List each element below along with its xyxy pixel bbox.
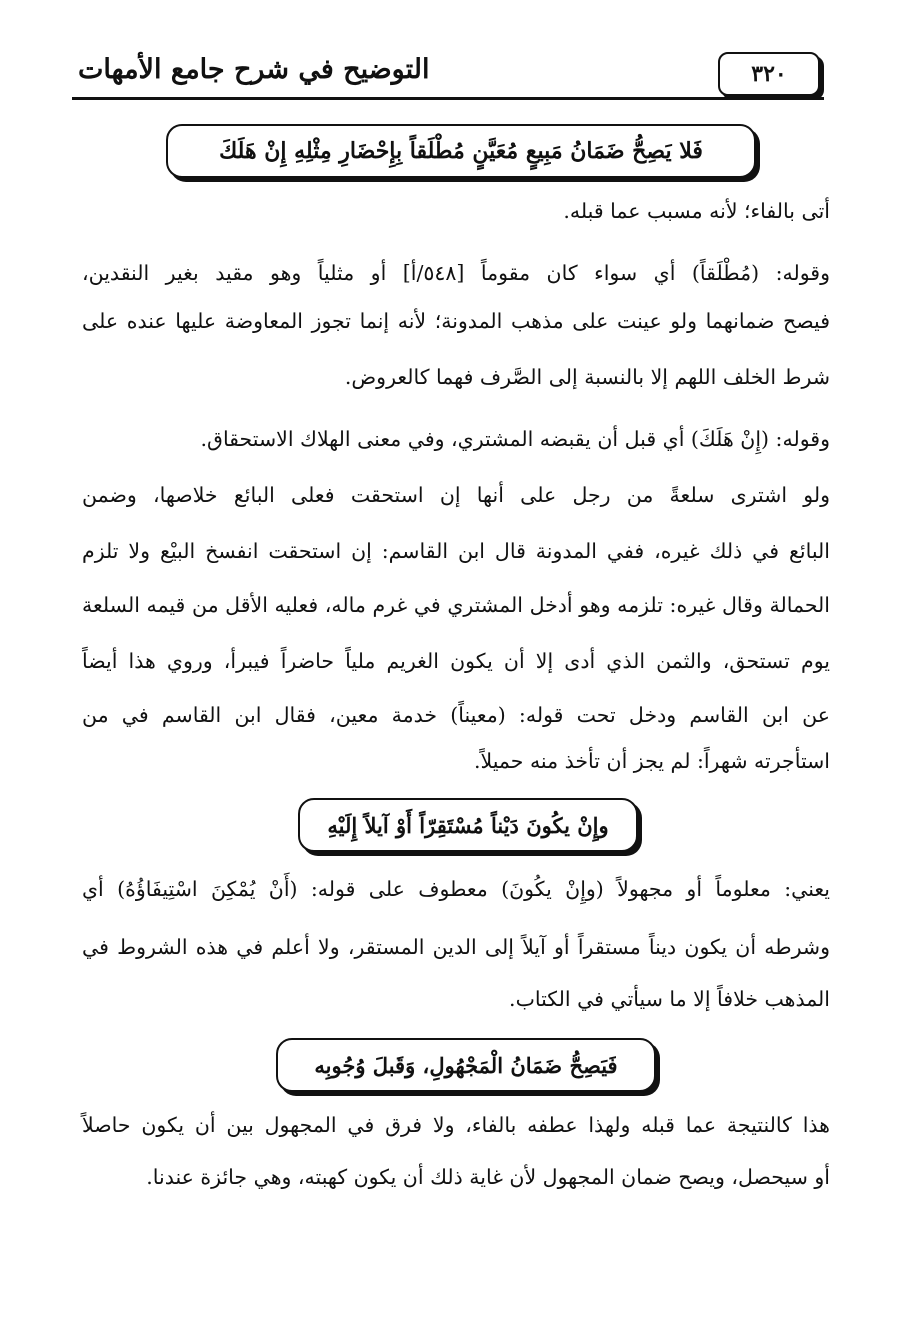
text-line: أو سيحصل، ويصح ضمان المجهول لأن غاية ذلك أن يكون كهبته، وهي جائزة عندنا. xyxy=(146,1165,830,1189)
text-line: فيصح ضمانهما ولو عينت على مذهب المدونة؛ لأنه إنما تجوز المعاوضة عليها عنده على xyxy=(82,309,830,333)
matn-heading-2: وإِنْ يكُونَ دَيْناً مُسْتَقِرّاً أَوْ آيلاً إِلَيْهِ xyxy=(298,798,638,852)
matn-heading-1: فَلا يَصِحُّ ضَمَانُ مَبِيعٍ مُعَيَّنٍ مُطْلَقاً بِإِحْضَارِ مِثْلِهِ إِنْ هَلَكَ xyxy=(166,124,756,178)
header-rule xyxy=(72,97,824,100)
text-line: شرط الخلف اللهم إلا بالنسبة إلى الصَّرف فهما كالعروض. xyxy=(344,365,830,389)
text-line: يعني: معلوماً أو مجهولاً (وإِنْ يكُونَ) معطوف على قوله: (أَنْ يُمْكِنَ اسْتِيفَاؤُهُ) أي xyxy=(82,877,830,901)
text-line: أتى بالفاء؛ لأنه مسبب عما قبله. xyxy=(563,199,830,223)
text-line: ولو اشترى سلعةً من رجل على أنها إن استحقت فعلى البائع خلاصها، وضمن xyxy=(82,483,830,507)
page-number: ٣٢٠ xyxy=(718,52,820,96)
text-line: وشرطه أن يكون ديناً مستقراً أو آيلاً إلى الدين المستقر، ولا أعلم في هذه الشروط في xyxy=(82,935,830,959)
text-line: هذا كالنتيجة عما قبله ولهذا عطفه بالفاء، ولا فرق في المجهول بين أن يكون حاصلاً xyxy=(82,1113,830,1137)
text-line: استأجرته شهراً: لم يجز أن تأخذ منه حميلاً. xyxy=(473,749,830,773)
matn-heading-3: فَيَصِحُّ ضَمَانُ الْمَجْهُولِ، وَقَبلَ وُجُوبِه xyxy=(276,1038,656,1092)
text-line: وقوله: (مُطْلَقاً) أي سواء كان مقوماً [٥٤٨/أ] أو مثلياً وهو مقيد بغير النقدين، xyxy=(82,261,830,285)
text-line: المذهب خلافاً إلا ما سيأتي في الكتاب. xyxy=(509,987,830,1011)
page-header xyxy=(72,52,824,100)
text-line: يوم تستحق، والثمن الذي أدى إلا أن يكون الغريم ملياً حاضراً فيبرأ، وروي هذا أيضاً xyxy=(82,649,830,673)
text-line: وقوله: (إِنْ هَلَكَ) أي قبل أن يقبضه المشتري، وفي معنى الهلاك الاستحقاق. xyxy=(200,427,830,451)
text-line: البائع في ذلك غيره، ففي المدونة قال ابن القاسم: إن استحقت انفسخ البيْع ولا تلزم xyxy=(82,539,830,563)
running-title: التوضيح في شرح جامع الأمهات xyxy=(78,54,430,85)
text-line: عن ابن القاسم ودخل تحت قوله: (معيناً) خدمة معين، فقال ابن القاسم في من xyxy=(82,703,830,727)
text-line: الحمالة وقال غيره: تلزمه وهو أدخل المشتري في غرم ماله، فعليه الأقل من قيمه السلعة xyxy=(82,593,830,617)
